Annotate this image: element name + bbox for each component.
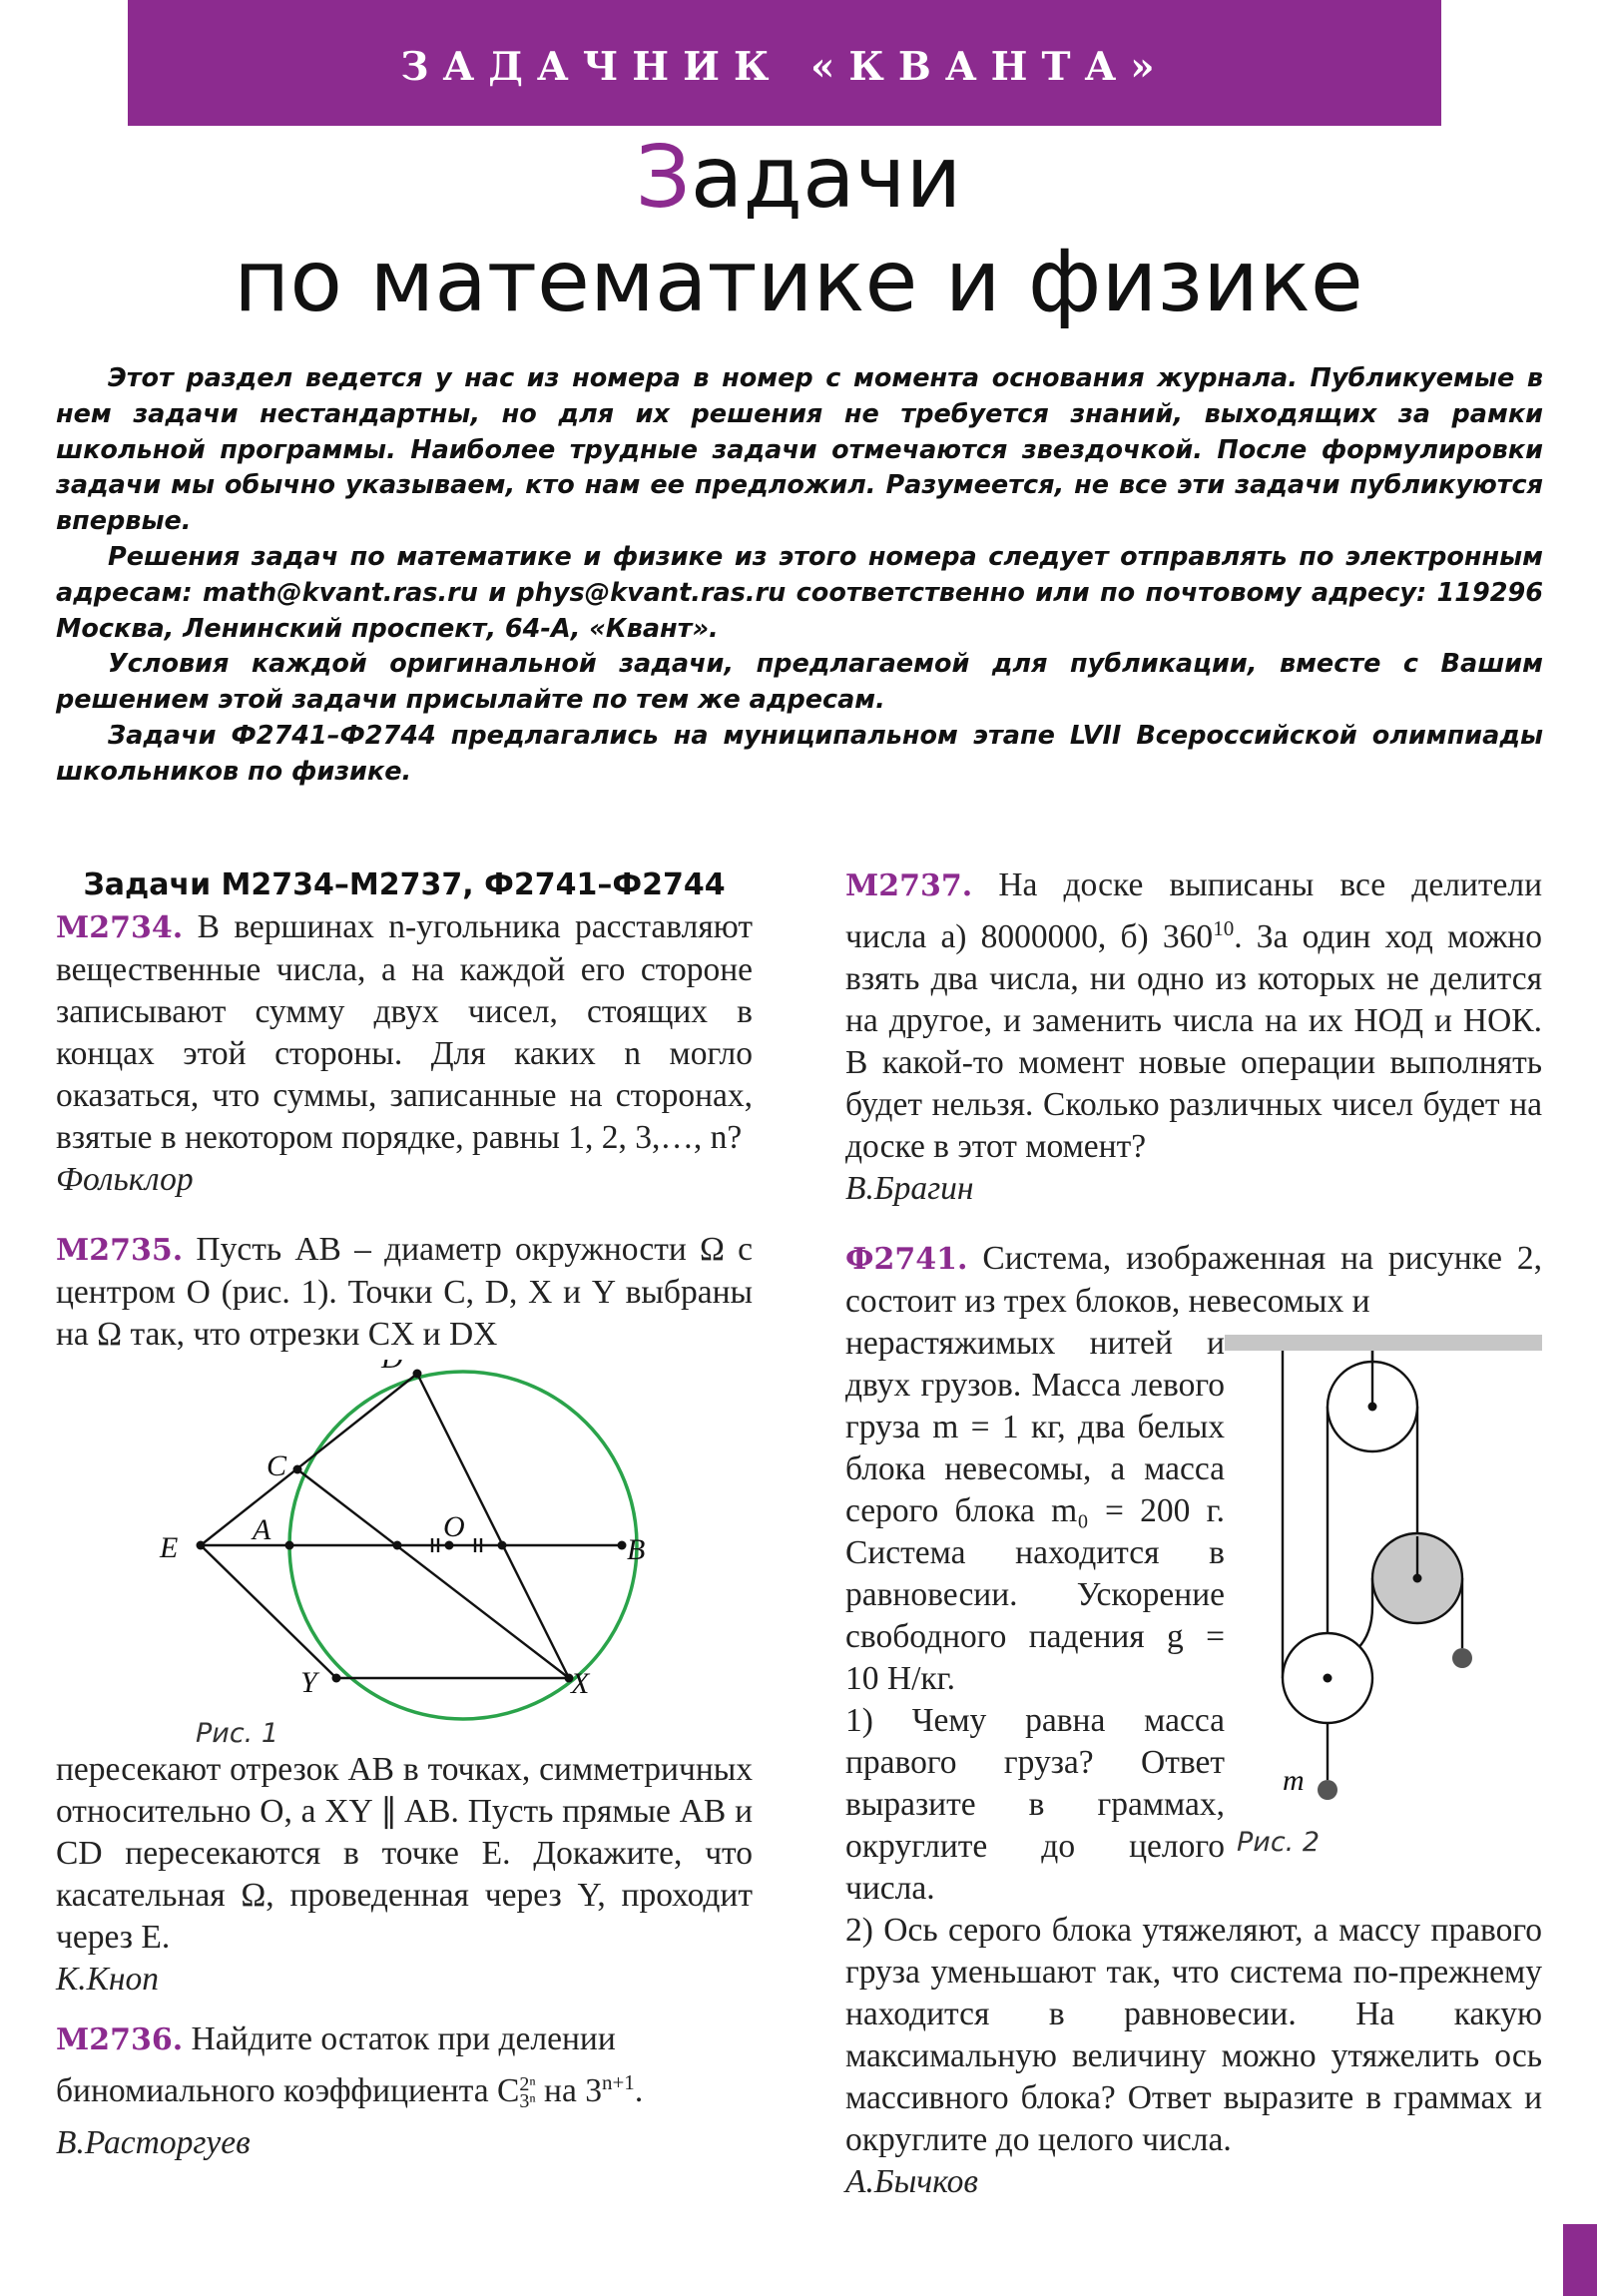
left-column <box>56 864 753 2164</box>
problem-id: М2737. <box>845 868 973 903</box>
label-b: B <box>627 1533 646 1566</box>
point-e <box>197 1541 206 1550</box>
title-rest: адачи <box>690 128 962 228</box>
question-2: 2) Ось серого блока утяжеляют, а массу правого груза уменьшают так, что система по-прежнему находится в равновесии. На какую максимальную величину можно утяжелить ось массивного блока? Ответ выразите в граммах и округлите до целого числа. <box>845 1912 1542 2159</box>
question-1: 1) Чему равна масса правого груза? Ответ выразите в граммах, округлите до целого числа. <box>845 1702 1225 1908</box>
figure-1-caption: Рис. 1 <box>196 1718 279 1749</box>
point-p <box>393 1541 402 1550</box>
problem-id: М2734. <box>56 910 184 945</box>
figure-2 <box>1225 1311 1542 1895</box>
power: 10 <box>1213 916 1235 940</box>
problem-text: Найдите остаток при делении биномиального коэффициента C <box>56 2020 616 2110</box>
point-a <box>285 1541 294 1550</box>
title-initial: З <box>635 128 691 228</box>
figure-1 <box>56 1360 753 1749</box>
intro-paragraph: Условия каждой оригинальной задачи, предлагаемой для публикации, вместе с Вашим решением этой задачи присылайте по тем же адресам. <box>56 649 1543 716</box>
problem-id: Ф2741. <box>845 1242 968 1278</box>
intro-paragraph: Решения задач по математике и физике из этого номера следует отправлять по электронным адресам: math@kvant.ras.ru и phys@kvant.ras.ru соответственно или по почтовому адресу: 119296 Москва, Ленинский проспект, 64-А, «Квант». <box>56 541 1543 644</box>
problem-author: В.Брагин <box>845 1170 974 1208</box>
f2741-body <box>845 1323 1542 1910</box>
page-edge-marker <box>1563 2224 1597 2296</box>
right-column <box>845 864 1542 2203</box>
left-weight <box>1318 1780 1337 1800</box>
label-c: C <box>266 1449 287 1482</box>
label-y: Y <box>300 1666 317 1699</box>
problem-m2737 <box>845 864 1542 1168</box>
problem-text: В вершинах n-угольника расставляют вещественные числа, а на каждой его стороне записывают сумму двух чисел, стоящих в концах этой стороны. Для каких n могло оказаться, что суммы, записанные на сторонах, взятые в некотором порядке, равны 1, 2, 3,…, n? <box>56 908 753 1156</box>
label-e: E <box>160 1531 179 1564</box>
point-c <box>293 1465 302 1474</box>
problem-id: М2735. <box>56 1233 184 1268</box>
label-a: A <box>253 1513 271 1546</box>
line-ey <box>201 1545 336 1678</box>
line-dx <box>417 1374 569 1678</box>
problem-text: На доске выписаны все делители числа а) 8000000, б) 360 <box>845 866 1543 956</box>
binom-sup: 2ⁿ <box>519 2073 536 2096</box>
label-x: X <box>571 1667 590 1700</box>
problem-author: К.Кноп <box>56 1961 159 1998</box>
problem-text: нерастяжимых нитей и двух грузов. Масса левого груза m = 1 кг, два белых блока невесомы, а масса серого блока m₀ = 200 г. Система находится в равновесии. Ускорение свободного падения g = 10 Н/кг. <box>845 1325 1225 1698</box>
problem-author: А.Бычков <box>845 2163 978 2201</box>
problem-text: на 3 <box>535 2072 602 2110</box>
axle <box>1413 1574 1422 1583</box>
page-title-line2: по математике и физике <box>234 232 1363 331</box>
section-banner <box>128 0 1441 126</box>
figure-2-caption: Рис. 2 <box>1237 1827 1321 1859</box>
problem-m2736 <box>56 2018 753 2112</box>
figure-1-svg <box>56 1360 753 1749</box>
intro-paragraph: Этот раздел ведется у нас из номера в номер с момента основания журнала. Публикуемые в нем задачи нестандартны, но для их решения не требуется знаний, выходящих за рамки школьной программы. Наиболее трудные задачи отмечаются звездочкой. После формулировки задачи мы обычно указываем, кто нам ее предложил. Разумеется, не все эти задачи публикуются впервые. <box>56 363 1543 537</box>
problem-text: . <box>634 2072 644 2110</box>
section-heading: Задачи М2734–М2737, Ф2741–Ф2744 <box>83 867 726 902</box>
figure-2-svg <box>1225 1311 1542 1895</box>
problem-text-continued: пересекают отрезок AB в точках, симметричных относительно O, а XY ∥ AB. Пусть прямые AB и CD пересекаются в точке E. Докажите, что касательная Ω, проведенная через Y, проходит через E. <box>56 1751 753 1956</box>
axle <box>1324 1674 1332 1683</box>
problem-id: М2736. <box>56 2022 184 2057</box>
line-cx <box>297 1469 569 1678</box>
problem-m2734 <box>56 906 753 1159</box>
right-weight <box>1452 1648 1472 1668</box>
intro-paragraph: Задачи Ф2741–Ф2744 предлагались на муниципальном этапе LVII Всероссийской олимпиады школьников по физике. <box>56 720 1543 787</box>
ceiling <box>1225 1335 1542 1351</box>
point-b <box>618 1541 627 1550</box>
problem-text: . За один ход можно взять два числа, ни одно из которых не делится на другое, и заменить числа на их НОД и НОК. В какой-то момент новые операции выполнять будет нельзя. Сколько различных чисел будет на доске в этот момент? <box>845 918 1542 1166</box>
point-q <box>498 1541 507 1550</box>
f2741-side-text <box>845 1323 1225 1910</box>
mass-label: m <box>1283 1764 1305 1798</box>
problem-text: Пусть AB – диаметр окружности Ω с центром O (рис. 1). Точки C, D, X и Y выбраны на Ω так, что отрезки CX и DX <box>56 1231 753 1353</box>
point-y <box>332 1674 341 1683</box>
label-o: O <box>443 1510 465 1543</box>
problem-author: В.Расторгуев <box>56 2124 251 2162</box>
problem-m2735 <box>56 1229 753 1356</box>
intro-block <box>56 361 1543 791</box>
axle <box>1368 1403 1377 1412</box>
page-title-line1 <box>100 128 1497 228</box>
problem-author: Фольклор <box>56 1161 194 1198</box>
point-d <box>413 1370 422 1379</box>
problem-text: Система, изображенная на рисунке 2, состоит из трех блоков, невесомых и <box>845 1240 1543 1321</box>
power: n+1 <box>601 2070 635 2094</box>
binom-sub: 3ⁿ <box>519 2090 536 2113</box>
label-d <box>380 1360 403 1375</box>
line-ed <box>201 1374 417 1545</box>
banner-title: ЗАДАЧНИК «КВАНТА» <box>400 44 1169 90</box>
